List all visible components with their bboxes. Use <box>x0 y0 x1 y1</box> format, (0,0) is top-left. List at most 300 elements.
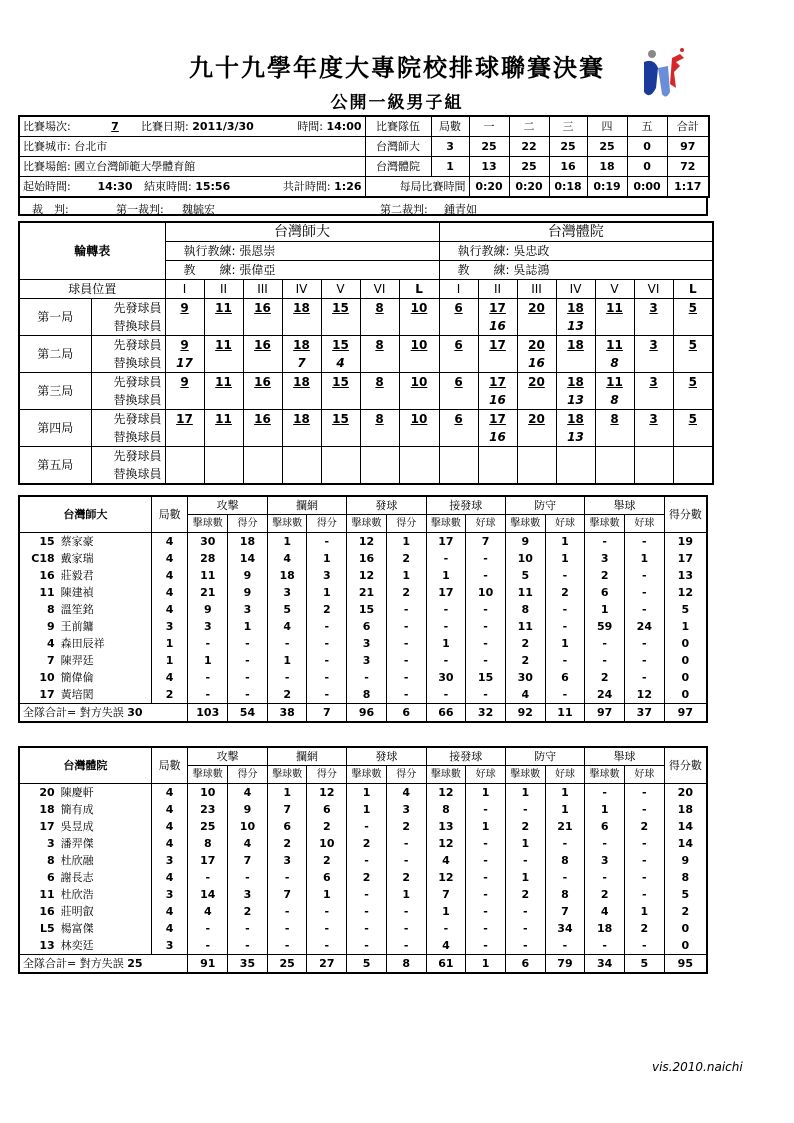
stat-cell: - <box>624 635 664 652</box>
player-name: 杜欣融 <box>58 852 152 869</box>
stat-cell: 4 <box>151 550 188 567</box>
stat-cell: 2 <box>307 852 347 869</box>
team-a-total-score: 97 <box>667 137 709 157</box>
rotation-set-row <box>19 299 713 318</box>
stat-cell: 59 <box>585 618 625 635</box>
stat-cell: 17 <box>664 550 707 567</box>
player-number: 17 <box>19 818 58 835</box>
set-duration: 0:00 <box>627 177 667 198</box>
starter-number <box>282 447 321 466</box>
stat-cell: 6 <box>585 584 625 601</box>
sub-number <box>243 391 282 410</box>
sub-number <box>321 465 360 484</box>
second-referee-label: 第二裁判: <box>380 203 428 216</box>
stat-cell: 4 <box>151 567 188 584</box>
stat-cell: - <box>426 618 466 635</box>
stat-cell: 4 <box>151 601 188 618</box>
stat-cell: 12 <box>426 784 466 802</box>
stat-cell: 20 <box>664 784 707 802</box>
stat-cell: - <box>386 937 426 955</box>
starter-number: 6 <box>439 373 478 392</box>
stat-cell: 2 <box>624 818 664 835</box>
stat-cell: 21 <box>188 584 228 601</box>
sub-number <box>478 354 517 373</box>
stat-cell: 1 <box>466 784 506 802</box>
set-duration: 0:20 <box>469 177 509 198</box>
sub-number: 13 <box>556 317 595 336</box>
player-name: 陳羿廷 <box>58 652 152 669</box>
starter-number <box>360 447 399 466</box>
stat-cell: - <box>466 920 506 937</box>
total-cell: 6 <box>505 955 545 974</box>
stat-cell: - <box>466 937 506 955</box>
referee-label: 裁 判: <box>32 203 69 216</box>
stat-cell: 8 <box>426 801 466 818</box>
stat-cell: 9 <box>228 584 268 601</box>
team-b-name: 台灣體院 <box>365 157 431 177</box>
set-label: 第四局 <box>19 410 91 447</box>
stat-cell: - <box>228 686 268 704</box>
stat-cell: 3 <box>386 801 426 818</box>
sub-number <box>634 317 673 336</box>
position-header: L <box>399 280 439 299</box>
stat-cell: 1 <box>585 801 625 818</box>
stat-group-header: 接發球 <box>426 747 505 766</box>
sub-number <box>204 428 243 447</box>
starter-number <box>439 447 478 466</box>
set-label: 第三局 <box>19 373 91 410</box>
stat-cell: 12 <box>347 567 387 584</box>
stat-group-header: 發球 <box>347 496 426 515</box>
sub-number <box>478 465 517 484</box>
stat-sub-header: 得分 <box>386 766 426 784</box>
rotation-title: 輪轉表 <box>19 222 165 280</box>
stat-group-header: 攻擊 <box>188 747 267 766</box>
sub-number <box>517 465 556 484</box>
sub-number <box>399 317 439 336</box>
starter-number: 3 <box>634 410 673 429</box>
stat-cell: 4 <box>151 584 188 601</box>
stat-cell: 9 <box>505 533 545 551</box>
sub-number <box>282 317 321 336</box>
position-header: V <box>595 280 634 299</box>
stat-cell: - <box>545 618 585 635</box>
total-cell: 25 <box>267 955 307 974</box>
rotation-team-b-name: 台灣體院 <box>439 222 713 242</box>
stat-cell: 10 <box>307 835 347 852</box>
stat-group-header: 攻擊 <box>188 496 267 515</box>
starter-number: 17 <box>478 336 517 355</box>
player-name: 莊明叡 <box>58 903 152 920</box>
stat-cell: - <box>505 852 545 869</box>
player-number: 17 <box>19 686 58 704</box>
total-cell: 95 <box>664 955 707 974</box>
sub-number <box>399 428 439 447</box>
stat-sub-header: 擊球數 <box>505 766 545 784</box>
starter-number: 17 <box>478 373 517 392</box>
stat-cell: 10 <box>466 584 506 601</box>
stat-sub-header: 擊球數 <box>585 515 625 533</box>
stat-cell: 30 <box>505 669 545 686</box>
stat-cell: 3 <box>347 635 387 652</box>
sub-label: 替換球員 <box>91 317 165 336</box>
stat-cell: 5 <box>267 601 307 618</box>
stat-cell: - <box>386 835 426 852</box>
starter-number: 18 <box>282 336 321 355</box>
stat-cell: - <box>386 686 426 704</box>
position-header: VI <box>634 280 673 299</box>
stat-cell: 1 <box>505 784 545 802</box>
position-header: III <box>243 280 282 299</box>
stat-cell: 10 <box>228 818 268 835</box>
set-label: 第五局 <box>19 447 91 485</box>
position-header: I <box>165 280 204 299</box>
sub-number <box>321 428 360 447</box>
total-cell: 38 <box>267 704 307 723</box>
time-label: 時間: <box>297 119 323 133</box>
sub-number <box>517 428 556 447</box>
stat-cell: 24 <box>624 618 664 635</box>
position-label: 球員位置 <box>19 280 165 299</box>
stat-cell: 2 <box>307 818 347 835</box>
team-b-stats-table <box>18 746 708 974</box>
starter-number: 11 <box>204 410 243 429</box>
match-duration: 1:17 <box>667 177 709 198</box>
sub-number <box>243 465 282 484</box>
sub-number <box>439 317 478 336</box>
points-header: 得分數 <box>664 747 707 784</box>
starter-number <box>243 447 282 466</box>
stat-cell: 15 <box>347 601 387 618</box>
stat-cell: - <box>585 835 625 852</box>
rotation-set-row <box>19 465 713 484</box>
sub-number: 7 <box>282 354 321 373</box>
total-cell: 92 <box>505 704 545 723</box>
stat-sub-header: 擊球數 <box>188 515 228 533</box>
stat-cell: 11 <box>188 567 228 584</box>
sub-number <box>517 317 556 336</box>
stat-cell: 12 <box>426 835 466 852</box>
player-row <box>19 669 707 686</box>
match-time: 14:00 <box>326 119 362 133</box>
opponent-errors: 30 <box>127 705 143 719</box>
stat-cell: 14 <box>188 886 228 903</box>
player-number: 16 <box>19 903 58 920</box>
sub-label: 替換球員 <box>91 391 165 410</box>
starter-number: 10 <box>399 410 439 429</box>
stat-cell: 4 <box>151 869 188 886</box>
stat-cell: - <box>228 669 268 686</box>
stat-cell: - <box>386 852 426 869</box>
starter-number: 15 <box>321 299 360 318</box>
stat-cell: - <box>466 618 506 635</box>
end-label: 結束時間: <box>144 179 192 193</box>
player-row <box>19 784 707 802</box>
set-1-header: 一 <box>469 116 509 137</box>
opponent-errors-label: 對方失誤 <box>79 705 124 719</box>
sub-number <box>673 391 713 410</box>
team-a-name: 台灣師大 <box>365 137 431 157</box>
stat-cell: - <box>466 652 506 669</box>
player-name: 莊毅君 <box>58 567 152 584</box>
player-name: 黃培閎 <box>58 686 152 704</box>
stat-cell: - <box>466 567 506 584</box>
stat-cell: 17 <box>426 533 466 551</box>
stat-cell: - <box>307 618 347 635</box>
sub-number <box>399 465 439 484</box>
sub-number <box>634 465 673 484</box>
sub-number: 17 <box>165 354 204 373</box>
stat-cell: 18 <box>664 801 707 818</box>
stat-cell: - <box>466 550 506 567</box>
stat-group-header: 舉球 <box>585 496 664 515</box>
stat-cell: 6 <box>307 869 347 886</box>
stat-cell: 3 <box>307 567 347 584</box>
starter-number: 18 <box>282 373 321 392</box>
stat-cell: - <box>624 601 664 618</box>
stat-cell: - <box>545 652 585 669</box>
starter-number: 11 <box>204 299 243 318</box>
starter-number: 18 <box>556 299 595 318</box>
stat-cell: 12 <box>347 533 387 551</box>
player-row <box>19 886 707 903</box>
player-row <box>19 652 707 669</box>
total-cell: 32 <box>466 704 506 723</box>
stat-cell: 2 <box>585 669 625 686</box>
stat-cell: 8 <box>664 869 707 886</box>
starter-label: 先發球員 <box>91 447 165 466</box>
stat-cell: 2 <box>386 584 426 601</box>
player-row <box>19 550 707 567</box>
stat-cell: - <box>347 937 387 955</box>
stat-cell: - <box>307 937 347 955</box>
team-a-head-coach: 張恩崇 <box>239 244 276 258</box>
starter-number: 17 <box>165 410 204 429</box>
stat-cell: 2 <box>386 869 426 886</box>
stat-cell: 14 <box>228 550 268 567</box>
starter-number <box>165 447 204 466</box>
starter-number: 5 <box>673 373 713 392</box>
starter-number <box>399 447 439 466</box>
starter-number: 18 <box>556 336 595 355</box>
stat-cell: - <box>466 835 506 852</box>
stat-cell: - <box>267 903 307 920</box>
player-row <box>19 584 707 601</box>
player-name: 謝長志 <box>58 869 152 886</box>
team-b-set-score: 13 <box>469 157 509 177</box>
stat-cell: 9 <box>228 801 268 818</box>
stat-cell: 3 <box>188 618 228 635</box>
sub-number <box>243 428 282 447</box>
stat-cell: - <box>347 920 387 937</box>
player-name: 吳昱成 <box>58 818 152 835</box>
stat-cell: 25 <box>188 818 228 835</box>
player-number: 8 <box>19 601 58 618</box>
stat-cell: 4 <box>267 550 307 567</box>
sub-number <box>165 428 204 447</box>
stat-cell: - <box>347 669 387 686</box>
stat-cell: 2 <box>505 635 545 652</box>
sub-number <box>321 317 360 336</box>
sub-number <box>634 354 673 373</box>
stat-cell: 1 <box>624 550 664 567</box>
stat-cell: 8 <box>545 852 585 869</box>
stat-cell: 4 <box>151 903 188 920</box>
stat-cell: - <box>585 533 625 551</box>
rotation-set-row <box>19 373 713 392</box>
position-header: III <box>517 280 556 299</box>
starter-number: 11 <box>204 336 243 355</box>
stat-cell: 1 <box>386 567 426 584</box>
stat-cell: 4 <box>151 920 188 937</box>
total-cell: 79 <box>545 955 585 974</box>
sub-number <box>673 428 713 447</box>
player-name: 陳建禎 <box>58 584 152 601</box>
stat-cell: 3 <box>267 852 307 869</box>
stat-cell: 1 <box>307 550 347 567</box>
stat-cell: - <box>466 686 506 704</box>
stat-cell: 1 <box>466 818 506 835</box>
first-referee-label: 第一裁判: <box>116 203 164 216</box>
head-coach-label: 執行教練: <box>457 244 510 258</box>
sub-number <box>204 391 243 410</box>
starter-label: 先發球員 <box>91 373 165 392</box>
stat-cell: 14 <box>664 835 707 852</box>
stat-cell: 1 <box>151 635 188 652</box>
league-logo <box>636 44 692 108</box>
starter-number: 6 <box>439 336 478 355</box>
team-b-sets-won: 1 <box>431 157 469 177</box>
stat-cell: - <box>307 669 347 686</box>
stat-cell: 1 <box>664 618 707 635</box>
stat-cell: 1 <box>624 903 664 920</box>
stat-cell: 9 <box>188 601 228 618</box>
player-name: 溫笙銘 <box>58 601 152 618</box>
sub-number <box>595 465 634 484</box>
stat-cell: 8 <box>505 601 545 618</box>
stat-cell: - <box>307 903 347 920</box>
footer-credit: vis.2010.naichi <box>652 1060 743 1074</box>
sub-number <box>204 465 243 484</box>
starter-number: 11 <box>204 373 243 392</box>
stat-group-header: 防守 <box>505 747 584 766</box>
total-time-label: 共計時間: <box>282 179 331 193</box>
starter-number: 3 <box>634 373 673 392</box>
player-number: 10 <box>19 669 58 686</box>
stat-cell: - <box>505 920 545 937</box>
rotation-set-row <box>19 317 713 336</box>
position-header: IV <box>556 280 595 299</box>
team-a-sets-won: 3 <box>431 137 469 157</box>
stat-cell: 3 <box>151 937 188 955</box>
stat-cell: - <box>228 920 268 937</box>
stat-cell: - <box>545 567 585 584</box>
stat-cell: 1 <box>545 784 585 802</box>
stat-cell: 4 <box>151 818 188 835</box>
player-name: 戴家瑞 <box>58 550 152 567</box>
sub-number <box>360 354 399 373</box>
stat-cell: 0 <box>664 652 707 669</box>
stat-cell: 4 <box>151 784 188 802</box>
starter-number: 8 <box>360 299 399 318</box>
stat-cell: - <box>624 801 664 818</box>
player-number: 16 <box>19 567 58 584</box>
stat-cell: 18 <box>228 533 268 551</box>
starter-label: 先發球員 <box>91 336 165 355</box>
stat-cell: 5 <box>664 886 707 903</box>
stat-cell: - <box>426 686 466 704</box>
stat-cell: 6 <box>585 818 625 835</box>
stat-group-header: 攔網 <box>267 496 346 515</box>
total-cell: 97 <box>664 704 707 723</box>
coach-label: 教 練: <box>183 263 236 277</box>
stat-cell: 1 <box>386 886 426 903</box>
sub-number: 8 <box>595 391 634 410</box>
starter-number: 10 <box>399 373 439 392</box>
player-row <box>19 801 707 818</box>
sub-number <box>673 317 713 336</box>
stat-cell: 6 <box>545 669 585 686</box>
player-row <box>19 533 707 551</box>
stat-sub-header: 擊球數 <box>347 515 387 533</box>
stat-cell: 2 <box>585 886 625 903</box>
position-header: V <box>321 280 360 299</box>
player-name: 簡有成 <box>58 801 152 818</box>
player-number: C18 <box>19 550 58 567</box>
stat-sub-header: 擊球數 <box>426 766 466 784</box>
team-total-row <box>19 704 707 723</box>
stat-cell: - <box>228 635 268 652</box>
set-4-header: 四 <box>587 116 627 137</box>
stat-cell: 0 <box>664 937 707 955</box>
stat-cell: - <box>188 686 228 704</box>
stat-group-header: 接發球 <box>426 496 505 515</box>
team-a-stats-table <box>18 495 708 723</box>
sub-number <box>439 465 478 484</box>
stat-cell: 4 <box>151 669 188 686</box>
stat-cell: - <box>624 533 664 551</box>
position-header: IV <box>282 280 321 299</box>
stat-cell: - <box>426 652 466 669</box>
second-referee: 鍾青如 <box>444 203 477 216</box>
sub-number <box>439 354 478 373</box>
stat-cell: 7 <box>466 533 506 551</box>
starter-number <box>595 447 634 466</box>
sub-number <box>595 317 634 336</box>
coach-label: 教 練: <box>457 263 510 277</box>
stat-group-header: 防守 <box>505 496 584 515</box>
end-time: 15:56 <box>195 179 231 193</box>
starter-number: 20 <box>517 410 556 429</box>
team-total-row <box>19 955 707 974</box>
sub-number <box>595 428 634 447</box>
starter-number: 15 <box>321 336 360 355</box>
stat-cell: 30 <box>188 533 228 551</box>
player-number: 13 <box>19 937 58 955</box>
stat-cell: - <box>188 937 228 955</box>
stat-cell: - <box>466 801 506 818</box>
stat-cell: - <box>466 635 506 652</box>
stat-cell: - <box>624 567 664 584</box>
sub-number <box>439 428 478 447</box>
starter-number <box>321 447 360 466</box>
stat-sub-header: 好球 <box>466 515 506 533</box>
stat-cell: - <box>505 937 545 955</box>
starter-number: 18 <box>556 410 595 429</box>
player-number: 4 <box>19 635 58 652</box>
stat-cell: - <box>267 937 307 955</box>
sub-number <box>360 317 399 336</box>
